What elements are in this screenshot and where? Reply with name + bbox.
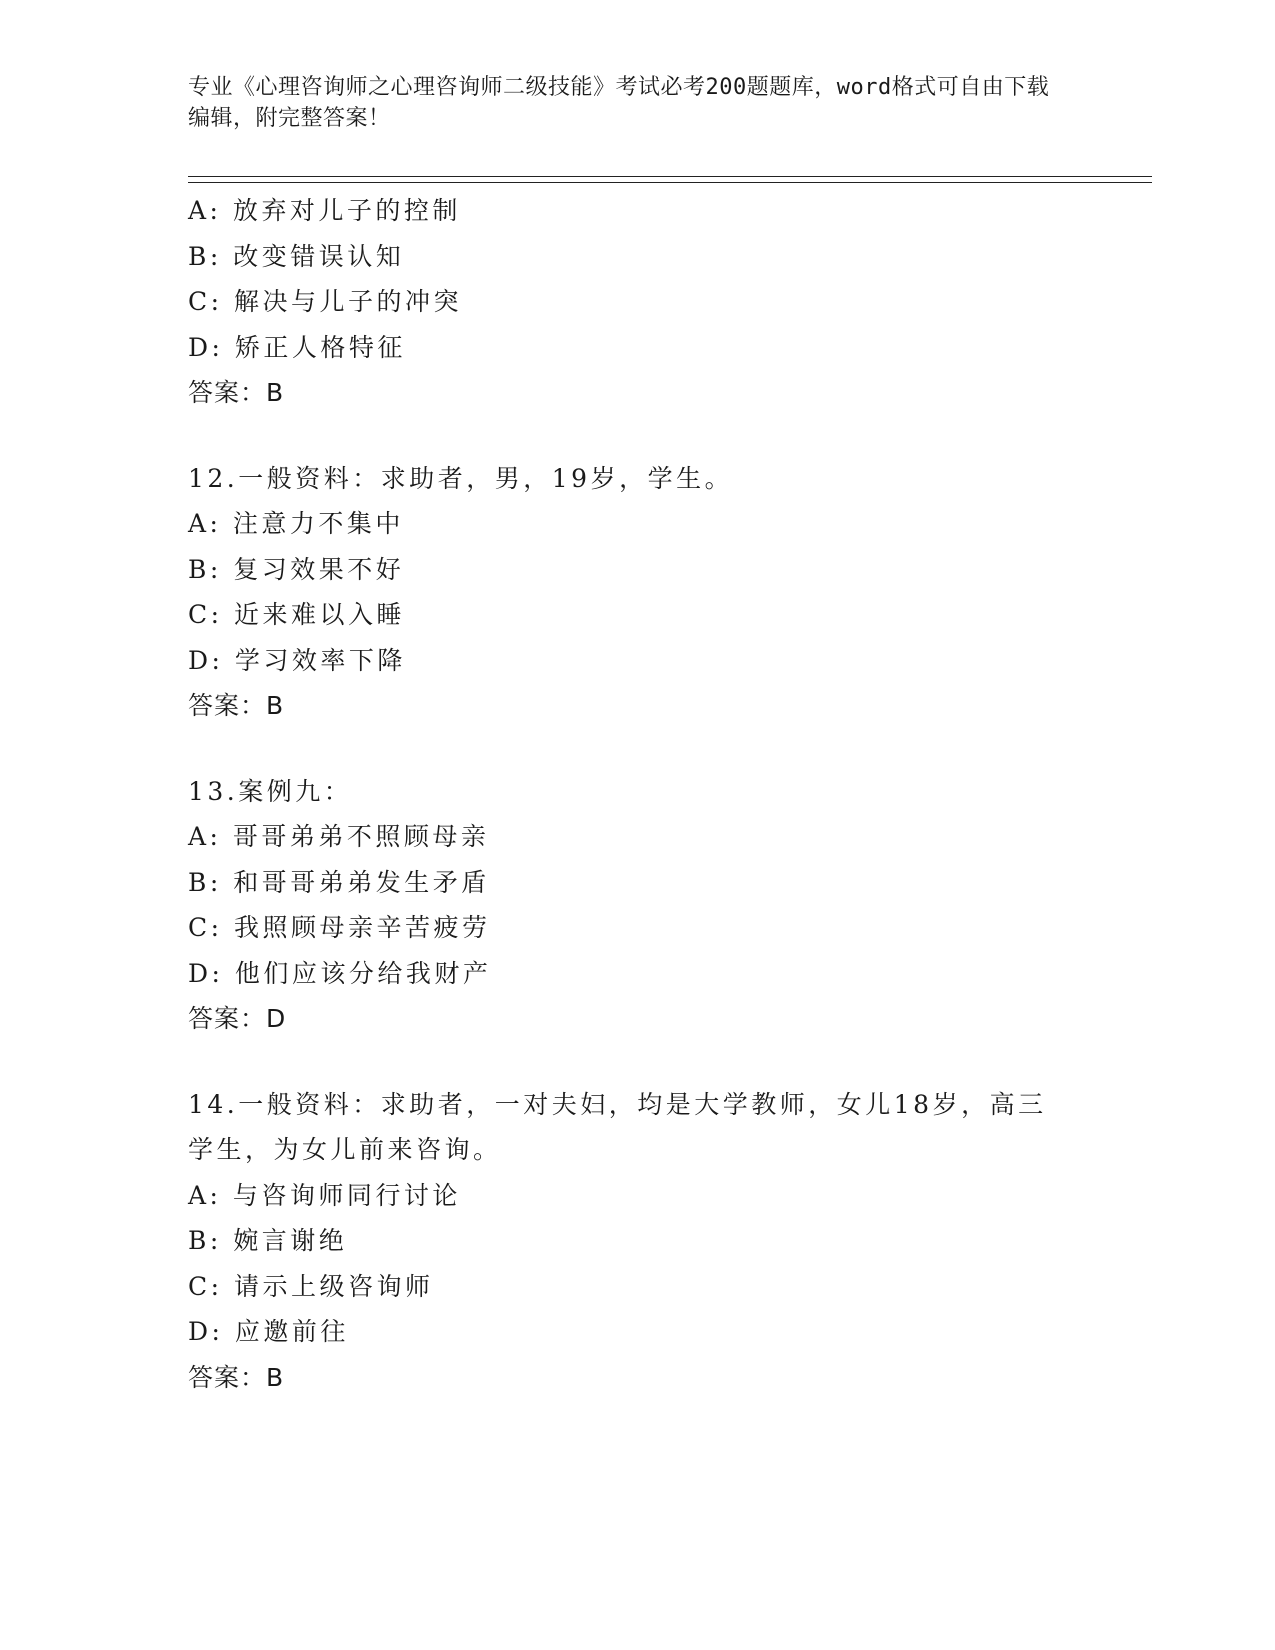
answer: 答案：B: [188, 691, 285, 720]
question-stem: 14.一般资料：求助者，一对夫妇，均是大学教师，女儿18岁，高三学生，为女儿前来咨询。: [188, 1089, 1047, 1164]
document-header: 专业《心理咨询师之心理咨询师二级技能》考试必考200题题库，word格式可自由下载编辑，附完整答案！: [188, 75, 1050, 131]
answer: 答案：B: [188, 1362, 285, 1392]
option-c: C: 我照顾母亲辛苦疲劳: [188, 913, 491, 942]
option-b: B: 改变错误认知: [188, 241, 405, 271]
header-divider-bottom: [188, 182, 1152, 183]
option-c: C: 解决与儿子的冲突: [188, 287, 462, 316]
option-a: A: 哥哥弟弟不照顾母亲: [188, 822, 490, 851]
option-b: B: 和哥哥弟弟发生矛盾: [188, 867, 490, 897]
question-stem: 13.案例九：: [188, 776, 353, 806]
option-c: C: 请示上级咨询师: [188, 1271, 434, 1301]
option-c: C: 近来难以入睡: [188, 600, 405, 629]
answer: 答案：B: [188, 378, 285, 407]
question-stem: 12.一般资料：求助者，男，19岁，学生。: [188, 463, 734, 493]
question-list: [188, 188, 1068, 1400]
question-13: [188, 769, 1068, 1042]
answer: 答案：D: [188, 1004, 287, 1033]
option-a: A: 注意力不集中: [188, 509, 404, 538]
option-d: D: 矫正人格特征: [188, 332, 406, 362]
question-12: [188, 456, 1068, 729]
header-divider-top: [188, 176, 1152, 177]
option-d: D: 应邀前往: [188, 1317, 349, 1346]
option-a: A: 与咨询师同行讨论: [188, 1180, 461, 1210]
option-d: D: 他们应该分给我财产: [188, 958, 492, 988]
question-11: [188, 188, 1068, 416]
question-14: [188, 1082, 1068, 1401]
option-b: B: 复习效果不好: [188, 554, 405, 584]
option-a: A: 放弃对儿子的控制: [188, 196, 461, 225]
option-d: D: 学习效率下降: [188, 645, 406, 675]
option-b: B: 婉言谢绝: [188, 1226, 348, 1255]
